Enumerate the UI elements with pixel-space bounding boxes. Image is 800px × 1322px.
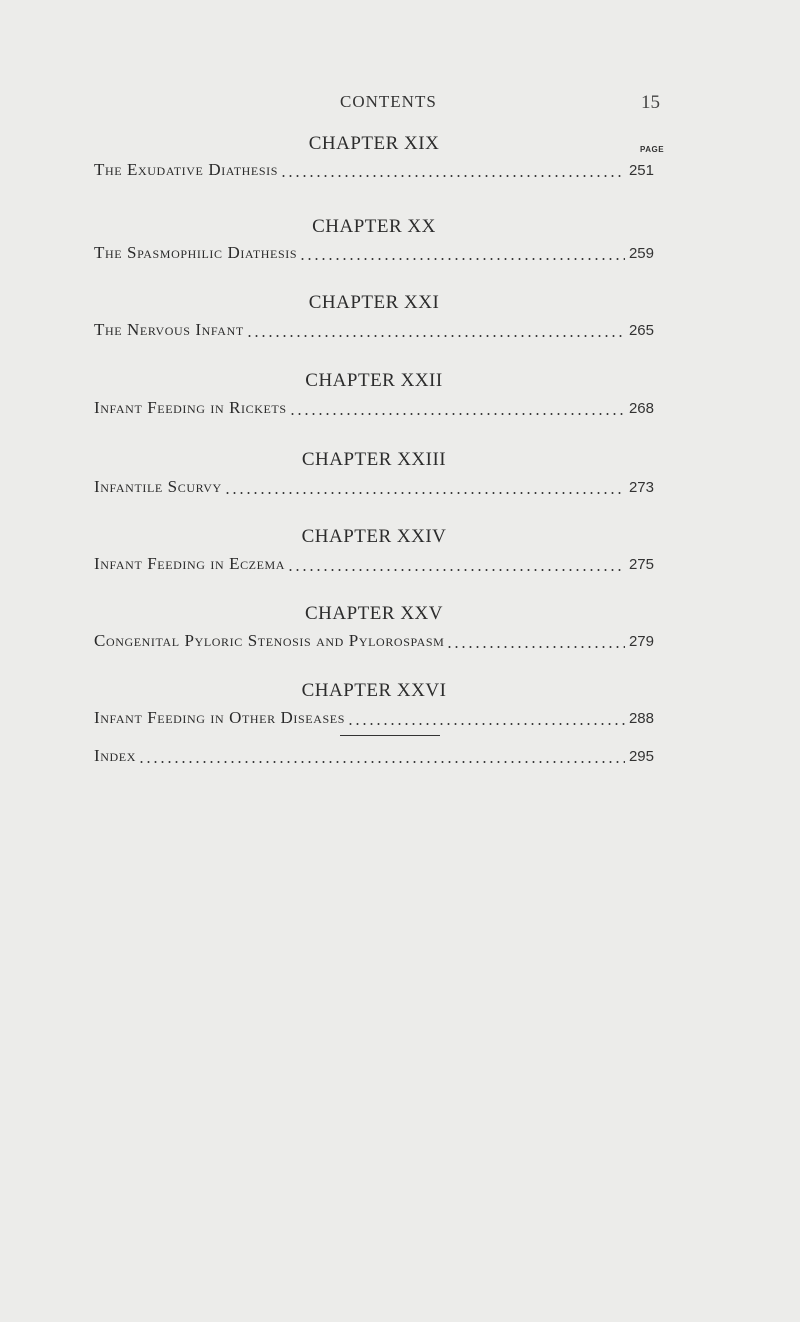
entry-title: Infant Feeding in Rickets: [94, 398, 287, 417]
chapter-heading: CHAPTER XXII: [305, 370, 443, 391]
chapter-heading: CHAPTER XXV: [305, 603, 443, 624]
entry-page: 265: [628, 322, 654, 339]
chapter-heading: CHAPTER XXVI: [301, 680, 447, 701]
entry-page: 275: [628, 556, 654, 573]
toc-entry[interactable]: [94, 631, 654, 653]
entry-page: 251: [628, 162, 654, 179]
chapter-block: [94, 370, 654, 430]
running-title: CONTENTS: [340, 92, 437, 111]
entry-title: Index: [94, 746, 136, 765]
toc-entry-index[interactable]: [94, 746, 654, 768]
entry-title: The Nervous Infant: [94, 320, 244, 339]
entry-page: 259: [628, 245, 654, 262]
entry-title: The Spasmophilic Diathesis: [94, 243, 298, 262]
chapter-block: [94, 292, 654, 352]
chapter-heading: CHAPTER XIX: [308, 133, 440, 154]
chapter-block: [94, 133, 665, 193]
entry-title: The Exudative Diathesis: [94, 160, 278, 179]
entry-title: Congenital Pyloric Stenosis and Pylorospasm: [94, 631, 445, 650]
dot-leader: [299, 258, 625, 260]
dot-leader: [138, 761, 625, 763]
index-block: [94, 746, 654, 776]
page-number: 15: [641, 92, 660, 113]
entry-page: 268: [628, 400, 654, 417]
entry-page: 288: [628, 710, 654, 727]
chapter-heading: CHAPTER XXIV: [301, 526, 447, 547]
chapter-block: [94, 449, 654, 509]
entry-page: 273: [628, 479, 654, 496]
entry-page: 279: [628, 633, 654, 650]
section-divider: [340, 735, 440, 736]
entry-title: Infant Feeding in Eczema: [94, 554, 286, 573]
toc-entry[interactable]: [94, 160, 654, 182]
chapter-block: [94, 603, 654, 663]
chapter-heading: CHAPTER XX: [312, 216, 436, 237]
toc-entry[interactable]: [94, 708, 654, 730]
entry-title: Infant Feeding in Other Diseases: [94, 708, 345, 727]
dot-leader: [287, 569, 625, 571]
running-head: [0, 92, 800, 116]
entry-page: 295: [628, 748, 654, 765]
dot-leader: [246, 335, 625, 337]
dot-leader: [280, 175, 625, 177]
dot-leader: [224, 492, 625, 494]
toc-entry[interactable]: [94, 320, 654, 342]
toc-entry[interactable]: [94, 243, 654, 265]
chapter-heading: CHAPTER XXIII: [301, 449, 447, 470]
chapter-block: [94, 526, 654, 586]
toc-entry[interactable]: [94, 398, 654, 420]
dot-leader: [446, 646, 625, 648]
chapter-block: [94, 680, 654, 740]
page-column-label: PAGE: [640, 145, 665, 154]
entry-title: Infantile Scurvy: [94, 477, 222, 496]
chapter-heading: CHAPTER XXI: [308, 292, 440, 313]
toc-entry[interactable]: [94, 477, 654, 499]
dot-leader: [289, 413, 625, 415]
toc-entry[interactable]: [94, 554, 654, 576]
dot-leader: [347, 723, 625, 725]
chapter-block: [94, 216, 654, 276]
